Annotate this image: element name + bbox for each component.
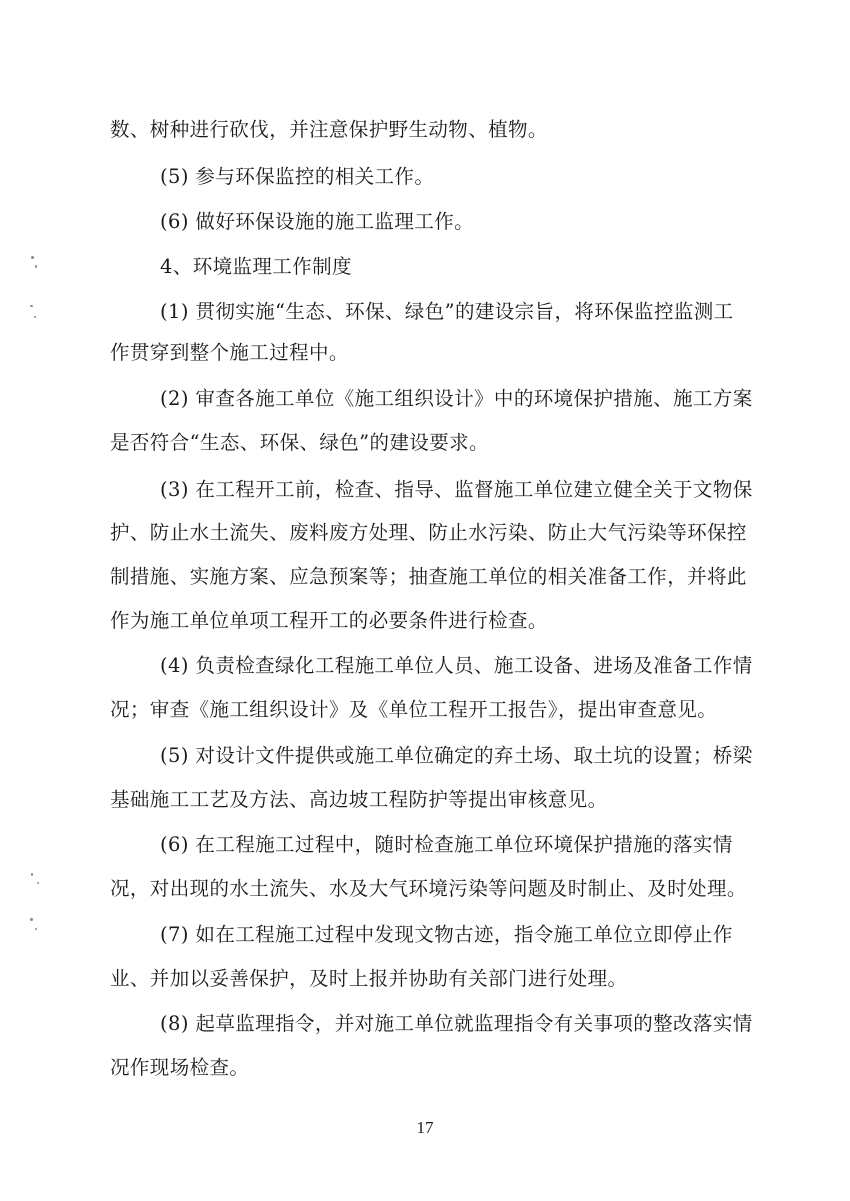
scan-speck: [35, 265, 37, 268]
text-line: (6) 在工程施工过程中，随时检查施工单位环境保护措施的落实情: [160, 833, 733, 856]
text-line: 业、并加以妥善保护，及时上报并协助有关部门进行处理。: [110, 967, 628, 990]
scan-speck: [30, 918, 33, 921]
scan-speck: [30, 305, 33, 307]
text-line: (3) 在工程开工前，检查、指导、监督施工单位建立健全关于文物保: [160, 478, 753, 501]
page-number: 17: [416, 1118, 434, 1137]
text-line: (5) 参与环保监控的相关工作。: [160, 165, 435, 188]
text-line: (4) 负责检查绿化工程施工单位人员、施工设备、进场及准备工作情: [160, 654, 753, 677]
text-line: (1) 贯彻实施“生态、环保、绿色”的建设宗旨，将环保监控监测工: [160, 300, 734, 323]
text-line: (7) 如在工程施工过程中发现文物古迹，指令施工单位立即停止作: [160, 923, 733, 946]
text-line: 数、树种进行砍伐，并注意保护野生动物、植物。: [110, 118, 548, 141]
section-heading: 4、环境监理工作制度: [160, 255, 352, 278]
text-line: 是否符合“生态、环保、绿色”的建设要求。: [110, 431, 489, 454]
text-line: (8) 起草监理指令，并对施工单位就监理指令有关事项的整改落实情: [160, 1012, 753, 1035]
scan-speck: [37, 882, 39, 884]
text-line: (2) 审查各施工单位《施工组织设计》中的环境保护措施、施工方案: [160, 387, 753, 410]
text-line: (5) 对设计文件提供或施工单位确定的弃土场、取土坑的设置；桥梁: [160, 744, 753, 767]
scan-speck: [31, 873, 33, 876]
text-line: 基础施工工艺及方法、高边坡工程防护等提出审核意见。: [110, 788, 608, 811]
text-line: 况，对出现的水土流失、水及大气环境污染等问题及时制止、及时处理。: [110, 877, 747, 900]
text-line: 况作现场检查。: [110, 1056, 250, 1079]
text-line: 作贯穿到整个施工过程中。: [110, 341, 349, 364]
scan-speck: [31, 256, 34, 259]
text-line: (6) 做好环保设施的施工监理工作。: [160, 210, 475, 233]
text-line: 况；审查《施工组织设计》及《单位工程开工报告》，提出审查意见。: [110, 698, 718, 721]
text-line: 制措施、实施方案、应急预案等；抽查施工单位的相关准备工作，并将此: [110, 565, 747, 588]
text-line: 作为施工单位单项工程开工的必要条件进行检查。: [110, 609, 548, 632]
scan-speck: [35, 928, 37, 930]
scan-speck: [34, 316, 36, 318]
text-line: 护、防止水土流失、废料废方处理、防止水污染、防止大气污染等环保控: [110, 521, 747, 544]
